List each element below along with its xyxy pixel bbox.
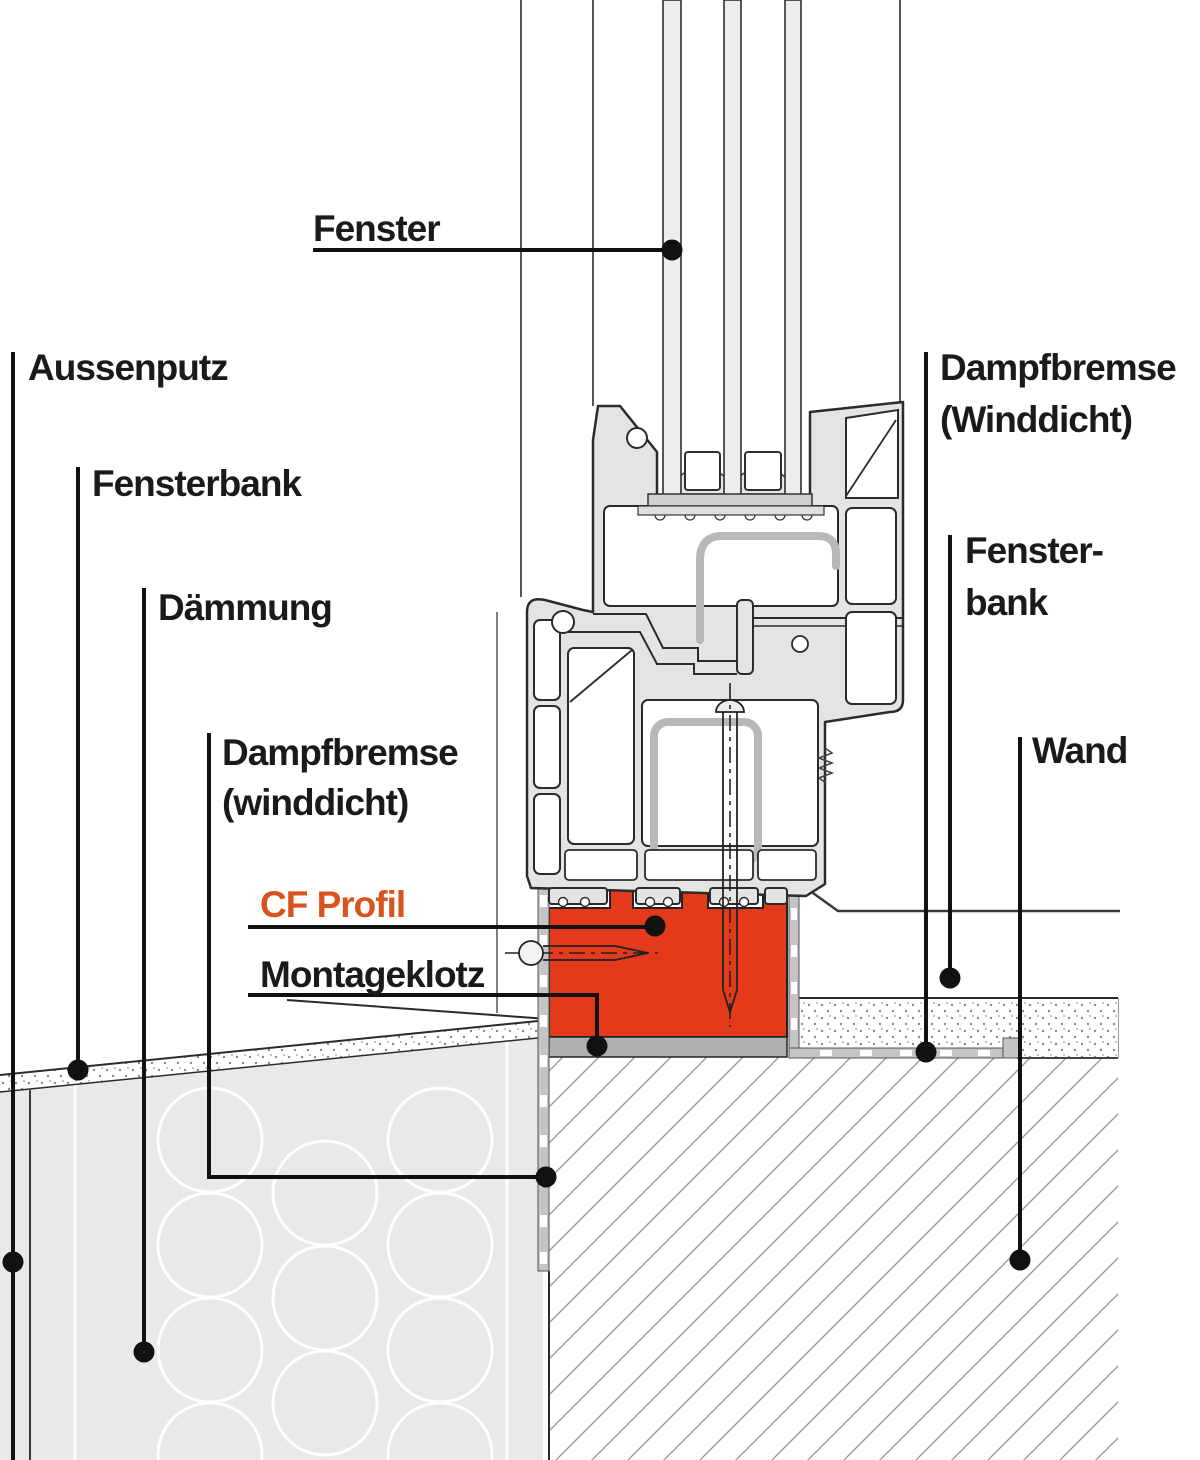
- label-dampfbremse-left-1: Dampfbremse: [222, 732, 458, 773]
- label-montageklotz: Montageklotz: [260, 954, 485, 995]
- wall-region: [549, 998, 1118, 1460]
- label-aussenputz: Aussenputz: [28, 347, 228, 388]
- label-dampfbremse-left-2: (winddicht): [222, 782, 409, 823]
- glazing-unit: [638, 0, 824, 520]
- cf-profil-block: [549, 890, 787, 1037]
- montageklotz-block: [549, 1037, 787, 1057]
- label-fenster: Fenster: [313, 208, 440, 249]
- label-fensterbank-right-1: Fenster-: [965, 530, 1103, 571]
- glazing-base-plate: [648, 494, 812, 506]
- label-dampfbremse-right-1: Dampfbremse: [940, 347, 1176, 388]
- label-daemmung: Dämmung: [158, 587, 332, 628]
- membrane-left: [538, 878, 549, 1271]
- glass-pane-middle: [724, 0, 741, 497]
- glass-pane-inner: [785, 0, 801, 497]
- glazing-spacer-1: [685, 452, 720, 490]
- label-fensterbank-left: Fensterbank: [92, 463, 302, 504]
- glazing-spacer-2: [745, 452, 781, 490]
- insulation-region: [0, 1032, 543, 1460]
- label-dampfbremse-right-2: (Winddicht): [940, 399, 1133, 440]
- label-fensterbank-right-2: bank: [965, 582, 1048, 623]
- label-wand: Wand: [1032, 730, 1128, 771]
- label-cf-profil: CF Profil: [260, 884, 406, 925]
